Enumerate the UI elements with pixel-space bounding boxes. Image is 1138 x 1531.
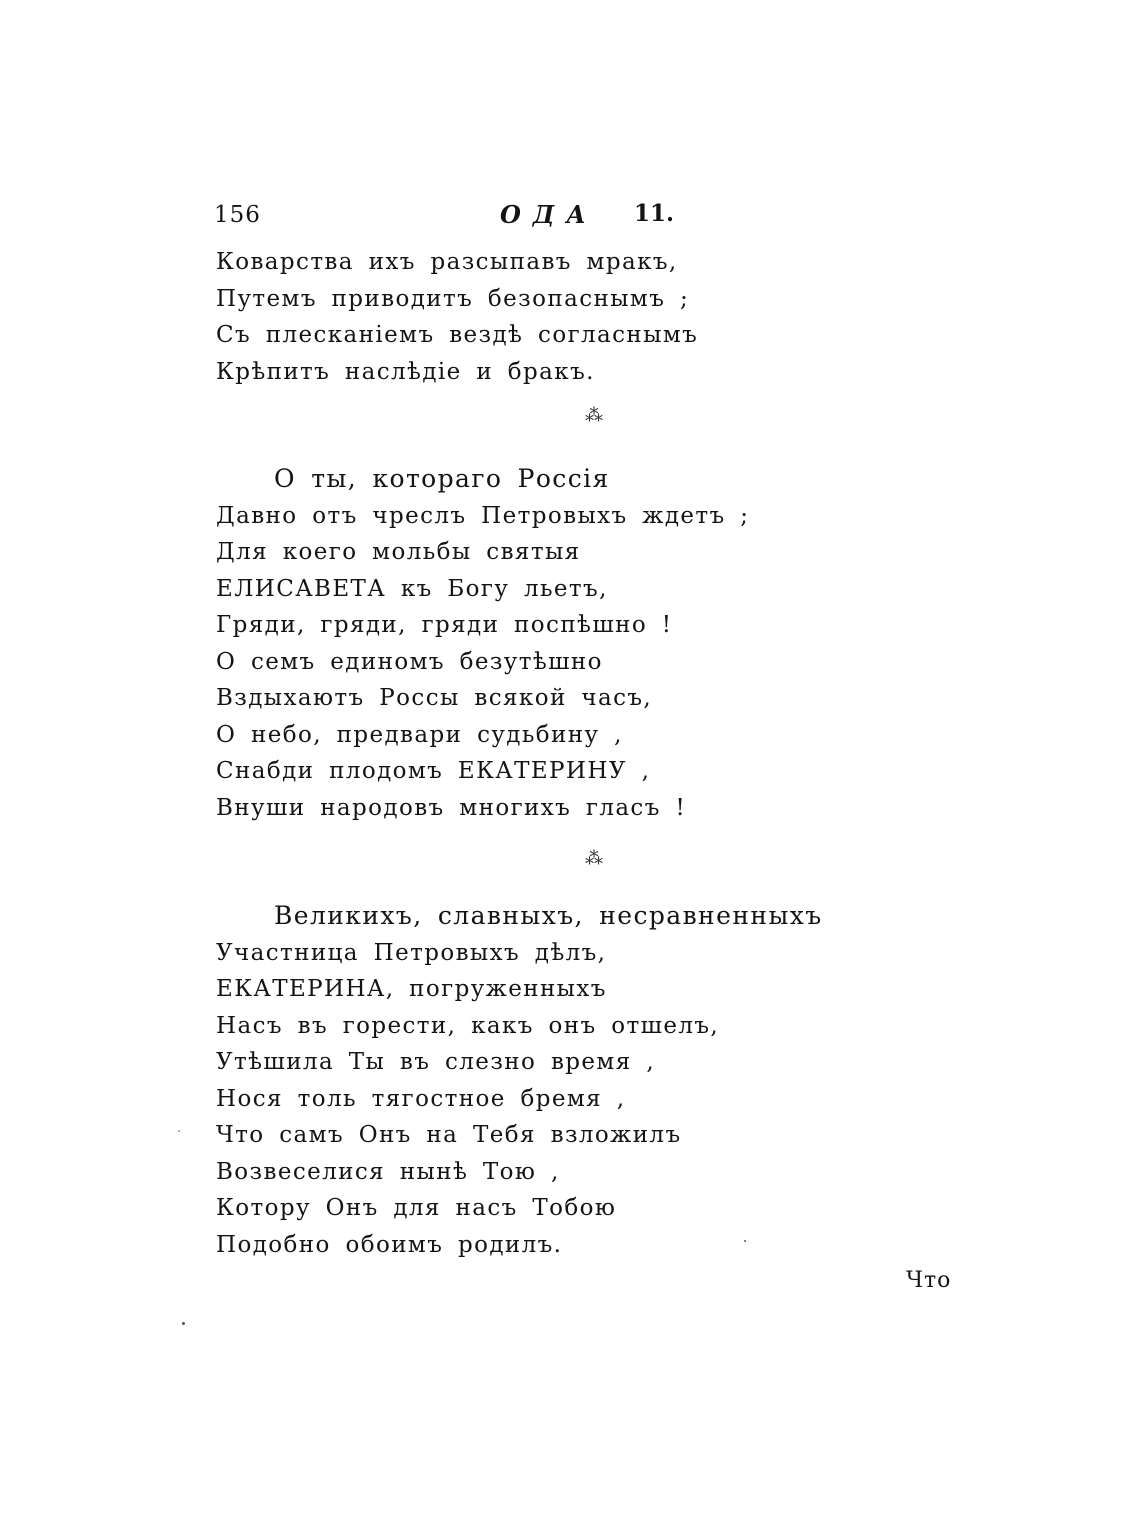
verse-line: Утѣшила Ты въ слезно время ,: [216, 1049, 656, 1075]
verse-line: Нося толь тягостное бремя ,: [216, 1085, 626, 1112]
catchword: Что: [906, 1268, 952, 1293]
stanza-ornament: ⁂: [585, 848, 603, 869]
verse-line: Коварства ихъ разсыпавъ мракъ,: [216, 249, 678, 275]
verse-line: О ты, котораго Россія: [274, 464, 610, 493]
stanza-3: [216, 898, 823, 1263]
verse-line: О семъ единомъ безутѣшно: [216, 648, 603, 675]
page-number: 156: [214, 202, 261, 228]
running-title: ОДА: [500, 200, 598, 229]
page-header: [214, 196, 674, 236]
verse-line: Внуши народовъ многихъ гласъ !: [216, 794, 687, 821]
verse-line: Для коего мольбы святыя: [216, 539, 581, 565]
stanza-2: [216, 461, 749, 826]
verse-line: Что самъ Онъ на Тебя взложилъ: [216, 1122, 682, 1148]
verse-line: Участница Петровыхъ дѣлъ,: [216, 939, 607, 966]
verse-line: Подобно обоимъ родилъ.: [216, 1231, 563, 1258]
scan-speck: [178, 1130, 180, 1132]
stanza-1: [216, 244, 698, 390]
verse-line: Снабди плодомъ ЕКАТЕРИНУ ,: [216, 758, 651, 784]
verse-line: Гряди, гряди, гряди поспѣшно !: [216, 612, 673, 638]
verse-line: Вздыхаютъ Россы всякой часъ,: [216, 685, 653, 711]
scan-speck: [182, 1322, 185, 1325]
verse-line: Съ плесканіемъ вездѣ согласнымъ: [216, 322, 699, 348]
stanza-ornament: ⁂: [585, 405, 603, 426]
verse-line: ЕЛИСАВЕТА къ Богу льетъ,: [216, 575, 608, 602]
verse-line: О небо, предвари судьбину ,: [216, 721, 623, 748]
ode-number: 11.: [634, 200, 675, 227]
verse-line: Давно отъ чреслъ Петровыхъ ждетъ ;: [216, 502, 750, 529]
scan-speck: [744, 1240, 746, 1242]
verse-line: Возвеселися нынѣ Тою ,: [216, 1158, 560, 1185]
verse-line: Великихъ, славныхъ, несравненныхъ: [274, 901, 823, 930]
verse-line: Насъ въ горести, какъ онъ отшелъ,: [216, 1012, 720, 1039]
verse-line: Котору Онъ для насъ Тобою: [216, 1195, 617, 1221]
verse-line: Крѣпитъ наслѣдіе и бракъ.: [216, 358, 595, 385]
verse-line: Путемъ приводитъ безопаснымъ ;: [216, 285, 690, 312]
verse-line: ЕКАТЕРИНА, погруженныхъ: [216, 976, 607, 1002]
